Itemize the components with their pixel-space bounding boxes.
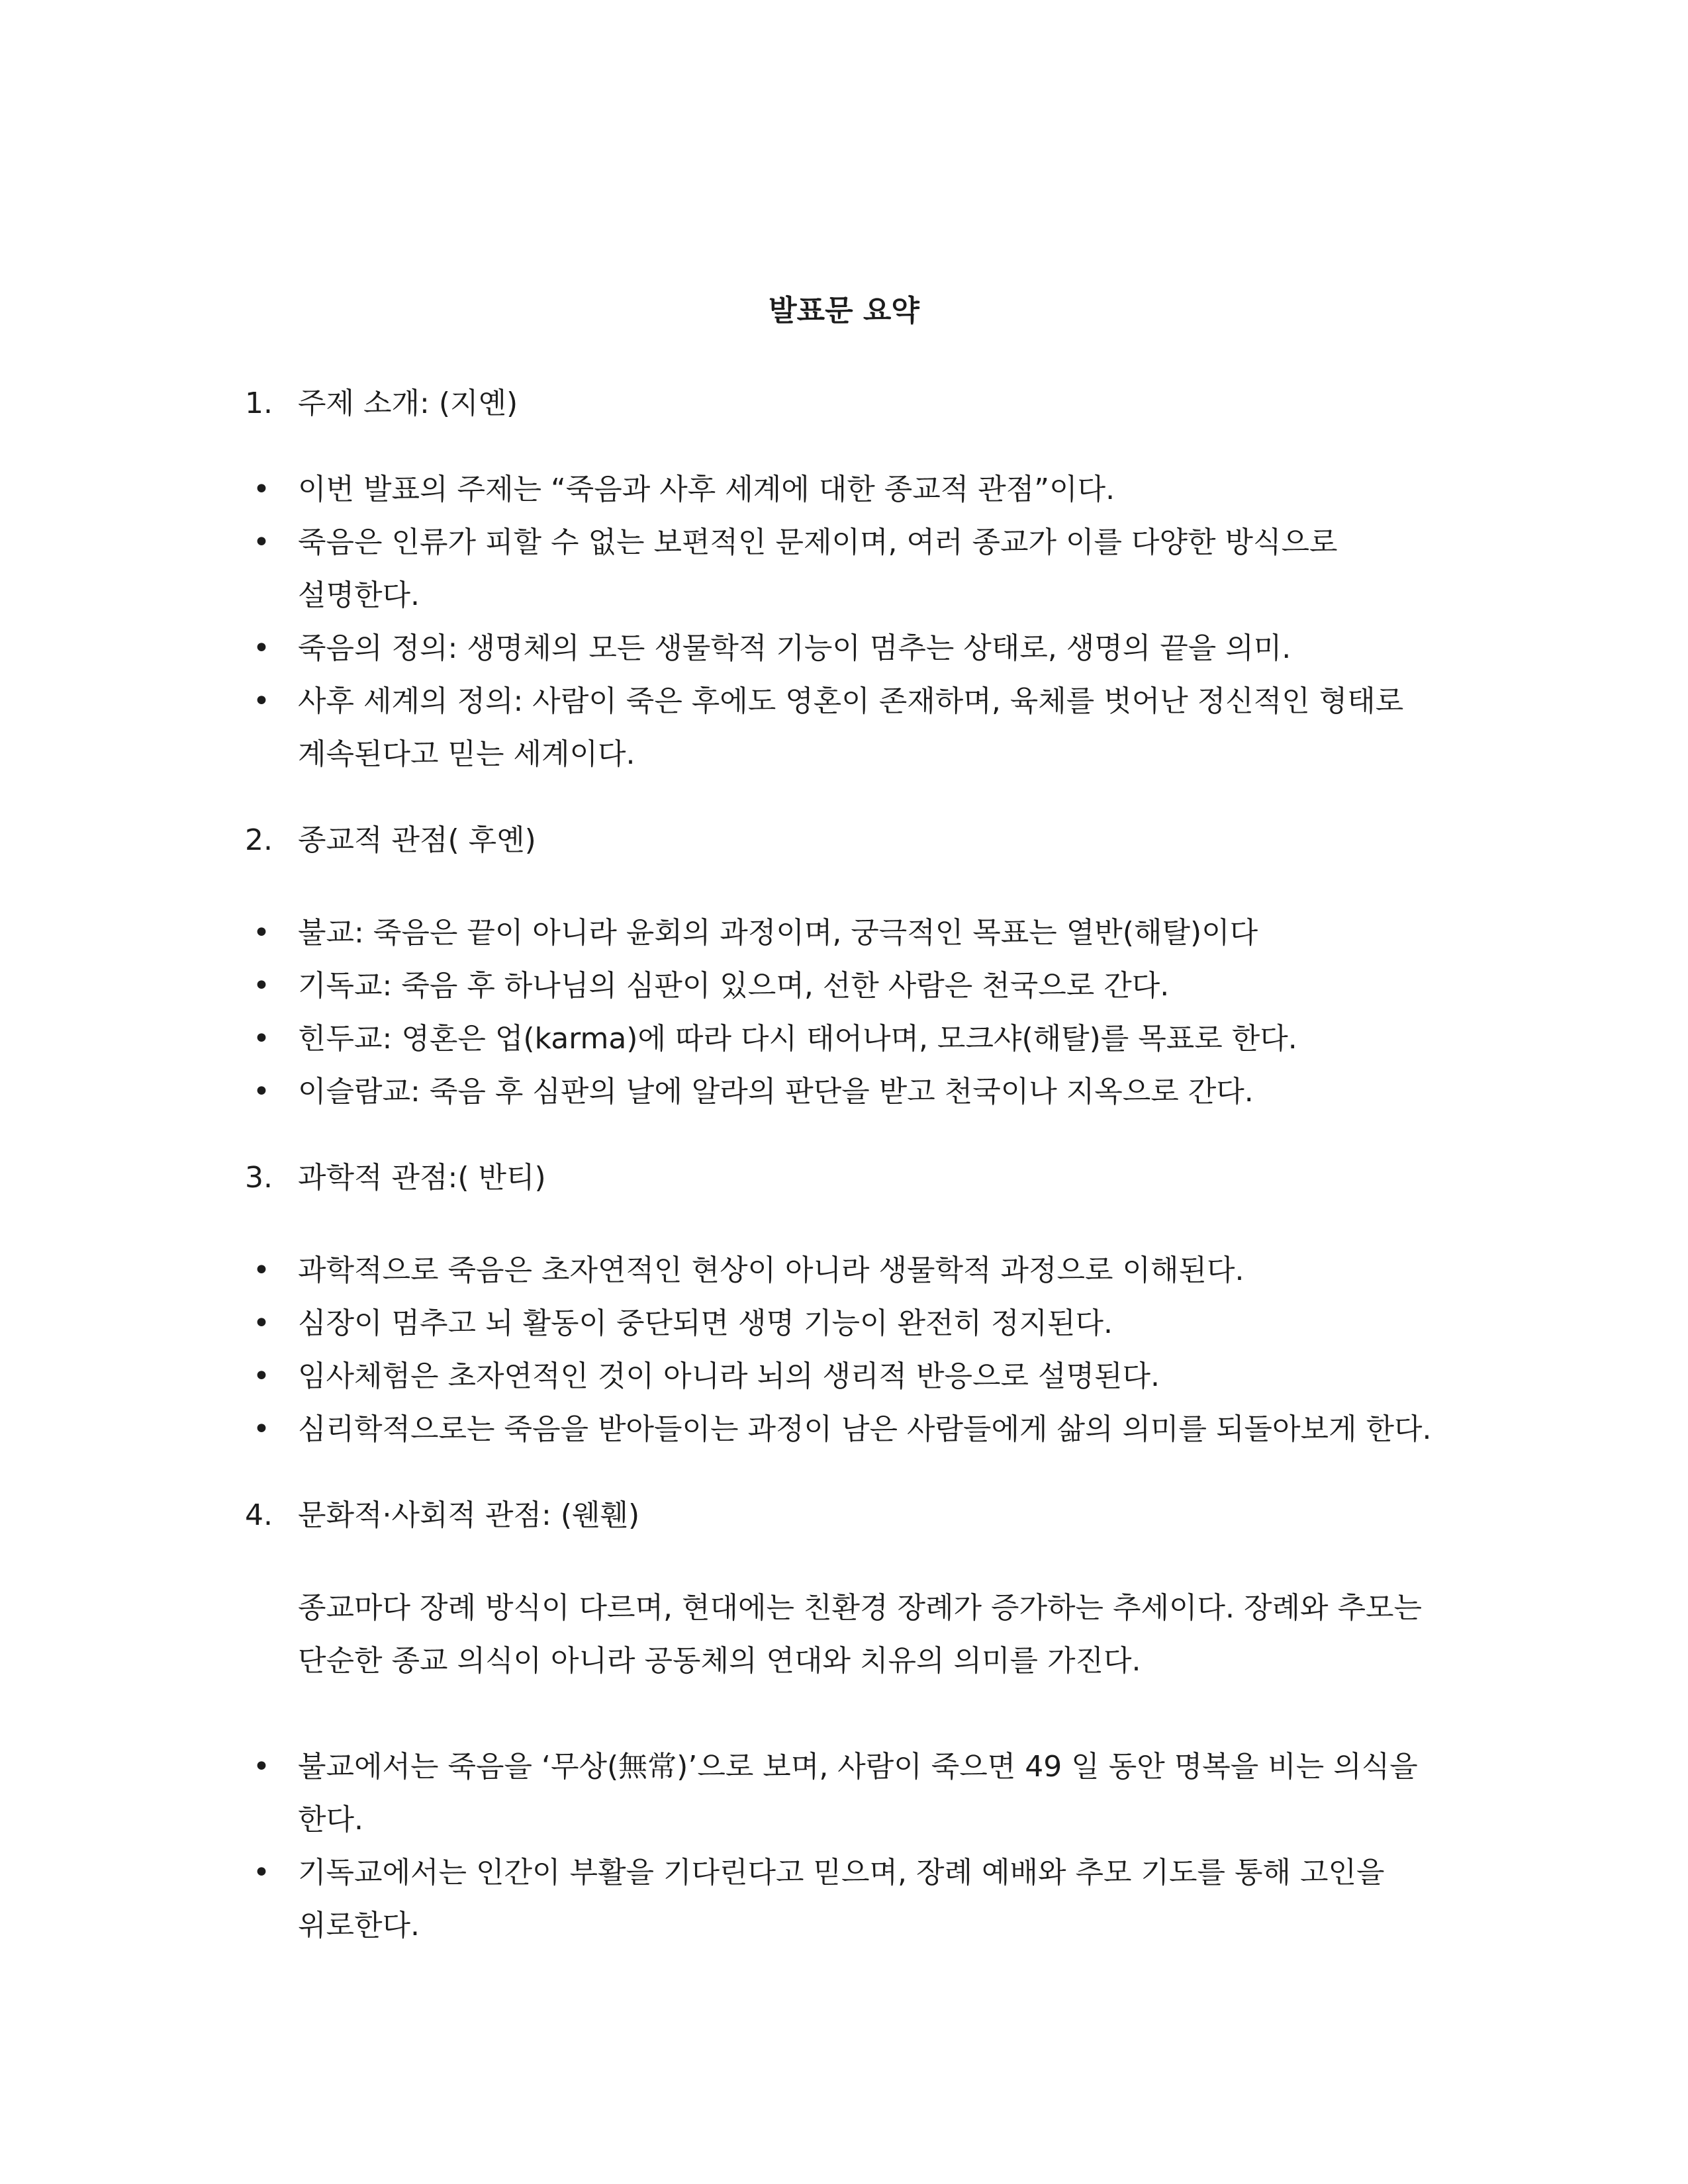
section-title: 주제 소개: (지옌) xyxy=(298,387,518,420)
list-item xyxy=(253,1350,1489,1403)
bullet-icon: • xyxy=(253,1856,270,1889)
list-item xyxy=(253,1846,1489,1952)
bullet-icon: • xyxy=(253,1022,270,1056)
list-item-text: 심장이 멈추고 뇌 활동이 중단되면 생명 기능이 완전히 정지된다. xyxy=(298,1306,1113,1340)
section-number: 1. xyxy=(245,387,273,420)
list-item xyxy=(253,675,1489,781)
bullet-icon: • xyxy=(253,473,270,506)
section-2-bullet-list xyxy=(253,907,1489,1118)
list-item xyxy=(253,1066,1489,1118)
paragraph-line: 단순한 종교 의식이 아니라 공동체의 연대와 치유의 의미를 가진다. xyxy=(298,1644,1141,1678)
list-item-text: 계속된다고 믿는 세계이다. xyxy=(298,737,635,771)
list-item-text: 설명한다. xyxy=(298,578,420,612)
section-title: 문화적·사회적 관점: (웬휀) xyxy=(298,1498,640,1532)
bullet-icon: • xyxy=(253,1359,270,1393)
bullet-icon: • xyxy=(253,1253,270,1287)
section-4-heading xyxy=(245,1496,1503,1535)
list-item xyxy=(253,907,1489,960)
list-item-text: 힌두교: 영혼은 업(karma)에 따라 다시 태어나며, 모크샤(해탈)를 목표로 한다. xyxy=(298,1022,1297,1056)
bullet-icon: • xyxy=(253,1306,270,1340)
list-item xyxy=(253,1297,1489,1350)
section-4-bullet-list xyxy=(253,1741,1489,1952)
list-item xyxy=(253,622,1489,675)
list-item-text: 죽음의 정의: 생명체의 모든 생물학적 기능이 멈추는 상태로, 생명의 끝을 의미. xyxy=(298,631,1291,665)
list-item xyxy=(253,1013,1489,1066)
section-2-heading xyxy=(245,821,1503,860)
list-item-text: 사후 세계의 정의: 사람이 죽은 후에도 영혼이 존재하며, 육체를 벗어난 정신적인 형태로 xyxy=(298,684,1404,718)
section-number: 4. xyxy=(245,1498,273,1532)
list-item xyxy=(253,463,1489,516)
section-3-heading xyxy=(245,1158,1503,1198)
list-item-text: 기독교: 죽음 후 하나님의 심판이 있으며, 선한 사람은 천국으로 간다. xyxy=(298,969,1170,1003)
list-item-text: 이번 발표의 주제는 “죽음과 사후 세계에 대한 종교적 관점”이다. xyxy=(298,473,1115,506)
list-item xyxy=(253,516,1489,622)
paragraph-line: 종교마다 장례 방식이 다르며, 현대에는 친환경 장례가 증가하는 추세이다. 장례와 추모는 xyxy=(298,1591,1422,1625)
list-item-text: 심리학적으로는 죽음을 받아들이는 과정이 남은 사람들에게 삶의 의미를 되돌아보게 한다. xyxy=(298,1412,1432,1446)
bullet-icon: • xyxy=(253,525,270,559)
list-item-text: 이슬람교: 죽음 후 심판의 날에 알라의 판단을 받고 천국이나 지옥으로 간다. xyxy=(298,1075,1254,1109)
list-item xyxy=(253,1741,1489,1846)
bullet-icon: • xyxy=(253,1412,270,1446)
bullet-icon: • xyxy=(253,631,270,665)
bullet-icon: • xyxy=(253,969,270,1003)
section-number: 3. xyxy=(245,1161,273,1195)
list-item-text: 위로한다. xyxy=(298,1909,420,1942)
list-item xyxy=(253,1403,1489,1456)
section-1-bullet-list xyxy=(253,463,1489,781)
list-item-text: 과학적으로 죽음은 초자연적인 현상이 아니라 생물학적 과정으로 이해된다. xyxy=(298,1253,1244,1287)
list-item-text: 임사체험은 초자연적인 것이 아니라 뇌의 생리적 반응으로 설명된다. xyxy=(298,1359,1160,1393)
list-item xyxy=(253,1244,1489,1297)
bullet-icon: • xyxy=(253,1075,270,1109)
section-number: 2. xyxy=(245,823,273,857)
bullet-icon: • xyxy=(253,684,270,718)
list-item-text: 한다. xyxy=(298,1803,363,1837)
document-title: 발표문 요약 xyxy=(769,294,919,328)
list-item-text: 불교: 죽음은 끝이 아니라 윤회의 과정이며, 궁극적인 목표는 열반(해탈)이다 xyxy=(298,916,1258,950)
section-title: 과학적 관점:( 반티) xyxy=(298,1161,546,1195)
section-4-paragraph xyxy=(298,1582,1489,1688)
section-3-bullet-list xyxy=(253,1244,1489,1456)
section-title: 종교적 관점( 후옌) xyxy=(298,823,536,857)
list-item-text: 죽음은 인류가 피할 수 없는 보편적인 문제이며, 여러 종교가 이를 다양한 방식으로 xyxy=(298,525,1338,559)
list-item xyxy=(253,960,1489,1013)
bullet-icon: • xyxy=(253,1750,270,1784)
section-1-heading xyxy=(245,384,1503,424)
bullet-icon: • xyxy=(253,916,270,950)
list-item-text: 기독교에서는 인간이 부활을 기다린다고 믿으며, 장례 예배와 추모 기도를 통해 고인을 xyxy=(298,1856,1385,1889)
list-item-text: 불교에서는 죽음을 ‘무상(無常)’으로 보며, 사람이 죽으면 49 일 동안 명복을 비는 의식을 xyxy=(298,1750,1418,1784)
